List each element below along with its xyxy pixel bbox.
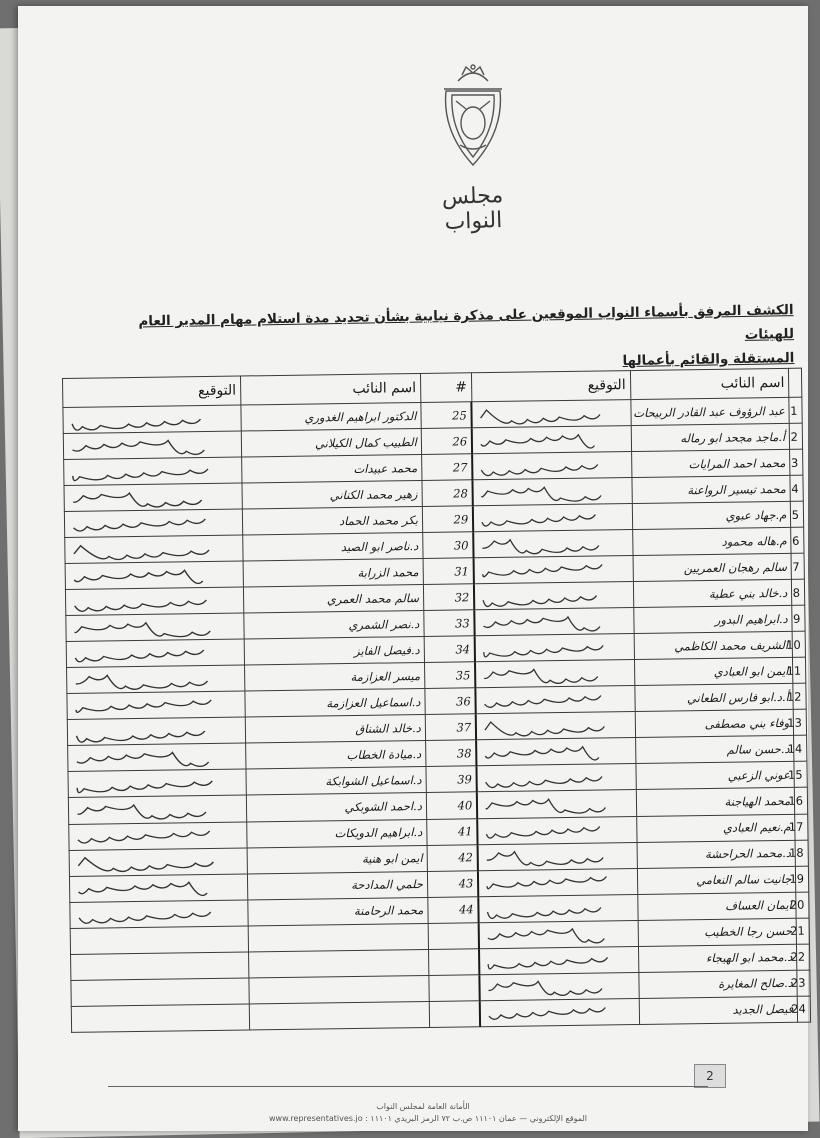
left-row-signature bbox=[67, 665, 245, 694]
right-row-signature bbox=[475, 634, 634, 662]
left-row-name: الطبيب كمال الكيلاني bbox=[241, 429, 421, 458]
header-signature-right: التوقيع bbox=[471, 371, 630, 402]
right-row-name: م.جهاد عبوي bbox=[632, 501, 791, 529]
left-row-signature bbox=[68, 769, 246, 798]
right-row-signature bbox=[478, 894, 637, 922]
right-row-name: ايمن ابو العبادي bbox=[634, 658, 793, 686]
left-row-number: 40 bbox=[426, 792, 477, 819]
right-row-name: الشريف محمد الكاظمي bbox=[634, 632, 793, 660]
left-row-signature bbox=[65, 535, 243, 564]
left-row-number: 25 bbox=[421, 402, 472, 429]
right-row-name: د.خالد بني عطية bbox=[633, 580, 792, 608]
header-name-right: اسم النائب bbox=[630, 368, 789, 399]
right-row-number: 18 bbox=[795, 840, 808, 866]
header-number-left: # bbox=[420, 373, 471, 403]
right-row-signature bbox=[476, 686, 635, 714]
right-row-number: 23 bbox=[797, 970, 810, 996]
right-row-number: 5 bbox=[791, 501, 804, 527]
left-row-name: سالم محمد العمري bbox=[243, 585, 423, 614]
left-row-name: زهير محمد الكناني bbox=[242, 481, 422, 510]
left-row-name: د.فيصل الفايز bbox=[244, 637, 424, 666]
right-row-signature bbox=[478, 842, 637, 870]
left-row-name: د.اسماعيل الشوابكة bbox=[246, 767, 426, 796]
signatures-table bbox=[62, 368, 811, 1033]
left-row-signature bbox=[71, 1004, 249, 1033]
right-row-number: 7 bbox=[791, 553, 804, 579]
right-row-signature bbox=[477, 764, 636, 792]
left-row-signature bbox=[67, 717, 245, 746]
footer-organization: الأمانة العامة لمجلس النواب bbox=[376, 1102, 470, 1111]
right-row-signature bbox=[478, 868, 637, 896]
right-row-name: د.ابراهيم البدور bbox=[633, 606, 792, 634]
left-row-name: د.ناصر ابو الصيد bbox=[243, 533, 423, 562]
left-row-number: 26 bbox=[421, 428, 472, 455]
house-of-representatives-logotype: مجلس النواب bbox=[441, 182, 504, 235]
right-row-signature bbox=[476, 712, 635, 740]
right-row-number: 14 bbox=[794, 736, 807, 762]
left-row-number: 32 bbox=[423, 584, 474, 611]
right-row-name: سالم رهجان العمريين bbox=[633, 554, 792, 582]
right-row-signature bbox=[477, 816, 636, 844]
left-row-name: د.ميادة الخطاب bbox=[246, 741, 426, 770]
header-signature-left: التوقيع bbox=[63, 376, 241, 407]
right-row-name: م.هاله محمود bbox=[632, 527, 791, 555]
right-row-number: 22 bbox=[797, 944, 810, 970]
right-row-signature bbox=[474, 608, 633, 636]
left-row-name: ميسر العزازمة bbox=[244, 663, 424, 692]
left-row-signature bbox=[65, 561, 243, 590]
footer-contact: www.representatives.jo : الموقع الإلكتروني — عمان ١١١٠١ ص.ب ٧٢ الرمز البريدي ١١١٠١ bbox=[268, 1114, 587, 1123]
signatures-table-body bbox=[63, 397, 811, 1032]
left-row-name: الدكتور ابراهيم الغدوري bbox=[241, 402, 421, 431]
left-row-name bbox=[249, 975, 429, 1004]
left-row-name: د.خالد الشناق bbox=[245, 715, 425, 744]
right-row-name: جانيت سالم النعامي bbox=[637, 866, 796, 894]
left-row-signature bbox=[69, 847, 247, 876]
left-row-signature bbox=[71, 978, 249, 1007]
left-row-signature bbox=[70, 926, 248, 955]
right-row-number: 12 bbox=[793, 683, 806, 709]
left-row-number: 35 bbox=[424, 662, 475, 689]
right-row-signature bbox=[473, 530, 632, 558]
left-row-name bbox=[249, 1001, 429, 1030]
right-row-signature bbox=[473, 504, 632, 532]
left-row-signature bbox=[64, 483, 242, 512]
right-row-name: محمد الهياجنة bbox=[636, 788, 795, 816]
left-row-signature bbox=[71, 952, 249, 981]
left-row-number: 29 bbox=[422, 506, 473, 533]
right-row-number: 11 bbox=[793, 657, 806, 683]
right-row-number: 16 bbox=[795, 788, 808, 814]
right-row-signature bbox=[479, 920, 638, 948]
right-row-number: 3 bbox=[790, 449, 803, 475]
header-number-right bbox=[789, 368, 802, 397]
right-row-signature bbox=[476, 738, 635, 766]
right-row-signature bbox=[472, 426, 631, 454]
right-row-signature bbox=[479, 946, 638, 974]
right-row-number: 10 bbox=[792, 631, 805, 657]
right-row-number: 1 bbox=[789, 397, 802, 423]
left-row-name: حلمي المدادحة bbox=[247, 871, 427, 900]
left-row-number: 44 bbox=[428, 896, 479, 923]
header-name-left: اسم النائب bbox=[240, 373, 420, 405]
left-row-number: 28 bbox=[422, 480, 473, 507]
left-row-name: د.ابراهيم الدويكات bbox=[247, 819, 427, 848]
heading-line-1: الكشف المرفق بأسماء النواب الموقعين على مذكرة نيابية بشأن تحديد مدة استلام مهام المدير العام للهيئات bbox=[138, 302, 795, 343]
left-row-name: د.احمد الشوبكي bbox=[246, 793, 426, 822]
right-row-name: محمد تيسير الرواعنة bbox=[631, 475, 790, 503]
heading-line-2: المستقلة والقائم بأعمالها bbox=[622, 350, 795, 370]
right-row-name: أ.ماجد مجحد ابو رماله bbox=[631, 423, 790, 451]
right-row-name: د.صالح المغايرة bbox=[638, 970, 797, 998]
right-row-number: 13 bbox=[793, 710, 806, 736]
right-row-name: م.نعيم العبادي bbox=[636, 814, 795, 842]
left-row-signature bbox=[66, 639, 244, 668]
right-row-number: 9 bbox=[792, 605, 805, 631]
left-row-number: 38 bbox=[425, 740, 476, 767]
right-row-number: 4 bbox=[790, 475, 803, 501]
left-row-number bbox=[428, 948, 479, 975]
page-number: 2 bbox=[694, 1064, 726, 1088]
right-row-signature bbox=[480, 998, 639, 1026]
left-row-number: 37 bbox=[425, 714, 476, 741]
left-row-signature bbox=[66, 613, 244, 642]
right-row-signature bbox=[480, 972, 639, 1000]
left-row-signature bbox=[68, 795, 246, 824]
left-row-number: 39 bbox=[426, 766, 477, 793]
right-row-number: 15 bbox=[794, 762, 807, 788]
left-row-signature bbox=[63, 405, 241, 434]
left-row-number: 27 bbox=[421, 454, 472, 481]
right-row-name: أ.د.ابو فارس الطعاني bbox=[634, 684, 793, 712]
right-row-number: 19 bbox=[796, 866, 809, 892]
left-row-signature bbox=[65, 587, 243, 616]
royal-crown-emblem-icon bbox=[436, 61, 510, 171]
right-row-name: عبد الرؤوف عبد القادر الربيحات bbox=[630, 397, 789, 425]
right-row-number: 6 bbox=[791, 527, 804, 553]
right-row-number: 8 bbox=[792, 579, 805, 605]
right-row-signature bbox=[472, 452, 631, 480]
right-row-signature bbox=[475, 660, 634, 688]
left-row-signature bbox=[70, 900, 248, 929]
left-row-name bbox=[248, 949, 428, 978]
right-row-number: 24 bbox=[797, 996, 810, 1022]
left-row-name: محمد الرحامنة bbox=[248, 897, 428, 926]
right-row-number: 2 bbox=[790, 423, 803, 449]
left-row-number: 42 bbox=[427, 844, 478, 871]
right-row-name: د.محمد ابو الهيجاء bbox=[638, 944, 797, 972]
right-row-number: 21 bbox=[796, 918, 809, 944]
right-row-name: عوني الزعبي bbox=[635, 762, 794, 790]
left-row-signature bbox=[69, 821, 247, 850]
left-row-name: محمد عبيدات bbox=[242, 455, 422, 484]
right-row-signature bbox=[477, 790, 636, 818]
left-row-signature bbox=[64, 457, 242, 486]
right-row-name: ايمان العساف bbox=[637, 892, 796, 920]
left-row-number: 30 bbox=[423, 532, 474, 559]
right-row-number: 17 bbox=[795, 814, 808, 840]
left-row-signature bbox=[63, 431, 241, 460]
right-row-name: محمد احمد المرايات bbox=[631, 449, 790, 477]
left-row-number bbox=[429, 1000, 480, 1027]
left-row-name: د.اسماعيل العزازمة bbox=[245, 689, 425, 718]
left-row-number: 36 bbox=[425, 688, 476, 715]
right-row-signature bbox=[474, 556, 633, 584]
left-row-name: بكر محمد الحماد bbox=[242, 507, 422, 536]
left-row-number: 41 bbox=[427, 818, 478, 845]
right-row-name: حسن رجا الخطيب bbox=[638, 918, 797, 946]
left-row-name: ايمن ابو هنية bbox=[247, 845, 427, 874]
left-row-number: 43 bbox=[427, 870, 478, 897]
left-row-number: 31 bbox=[423, 558, 474, 585]
left-row-name: د.نصر الشمري bbox=[244, 611, 424, 640]
right-row-name: فيصل الجديد bbox=[639, 996, 798, 1024]
right-row-signature bbox=[473, 478, 632, 506]
footer-divider bbox=[108, 1086, 708, 1087]
right-row-signature bbox=[472, 400, 631, 428]
right-row-number: 20 bbox=[796, 892, 809, 918]
left-row-number bbox=[428, 922, 479, 949]
right-row-name: د.محمد الحراحشة bbox=[637, 840, 796, 868]
left-row-signature bbox=[69, 874, 247, 903]
document-page bbox=[18, 6, 808, 1131]
left-row-name bbox=[248, 923, 428, 952]
left-row-number: 34 bbox=[424, 636, 475, 663]
left-row-number bbox=[429, 974, 480, 1001]
left-row-name: محمد الزرابة bbox=[243, 559, 423, 588]
left-row-number: 33 bbox=[424, 610, 475, 637]
left-row-signature bbox=[64, 509, 242, 538]
right-row-name: وفاء بني مصطفى bbox=[635, 710, 794, 738]
right-row-signature bbox=[474, 582, 633, 610]
right-row-name: د.حسن سالم bbox=[635, 736, 794, 764]
left-row-signature bbox=[67, 691, 245, 720]
left-row-signature bbox=[68, 743, 246, 772]
